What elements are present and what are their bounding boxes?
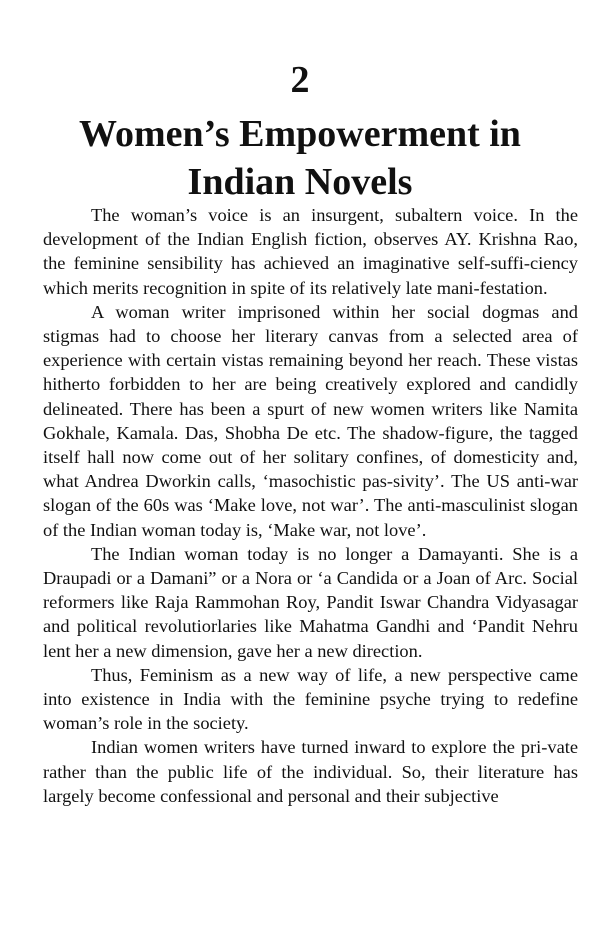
paragraph: Thus, Feminism as a new way of life, a new perspective came into existence in India with the feminine psyche trying to redefine woman’s role in the society. (43, 664, 578, 734)
body-text (43, 203, 578, 808)
paragraph: A woman writer imprisoned within her social dogmas and stigmas had to choose her literary canvas from a selected area of experience with certain vistas remaining beyond her reach. These vistas hitherto forbidden to her are being creatively explored and candidly delineated. There has been a spurt of new women writers like Namita Gokhale, Kamala. Das, Shobha De etc. The shadow-figure, the tagged itself hall now come out of her solitary confines, of domesticity and, what Andrea Dworkin calls, ‘masochistic pas-sivity’. The US anti-war slogan of the 60s was ‘Make love, not war’. The anti-masculinist slogan of the Indian woman today is, ‘Make war, not love’. (43, 301, 578, 540)
chapter-title (40, 110, 560, 206)
chapter-number: 2 (290, 59, 310, 101)
chapter-title-line-2: Indian Novels (187, 161, 413, 203)
chapter-title-line-1: Women’s Empowerment in (79, 113, 521, 155)
paragraph: Indian women writers have turned inward to explore the pri-vate rather than the public life of the individual. So, their literature has largely become confessional and personal and their subjective (43, 737, 578, 806)
paragraph: The Indian woman today is no longer a Damayanti. She is a Draupadi or a Damani” or a Nora or ‘a Candida or a Joan of Arc. Social reformers like Raja Rammohan Roy, Pandit Iswar Chandra Vidyasagar and political revolutiorlaries like Mahatma Gandhi and ‘Pandit Nehru lent her a new dimension, gave her a new direction. (43, 543, 578, 661)
paragraph: The woman’s voice is an insurgent, subaltern voice. In the development of the Indian English fiction, observes AY. Krishna Rao, the feminine sensibility has achieved an imaginative self-suffi-ciency which merits recognition in spite of its relatively late mani-festation. (43, 205, 578, 298)
